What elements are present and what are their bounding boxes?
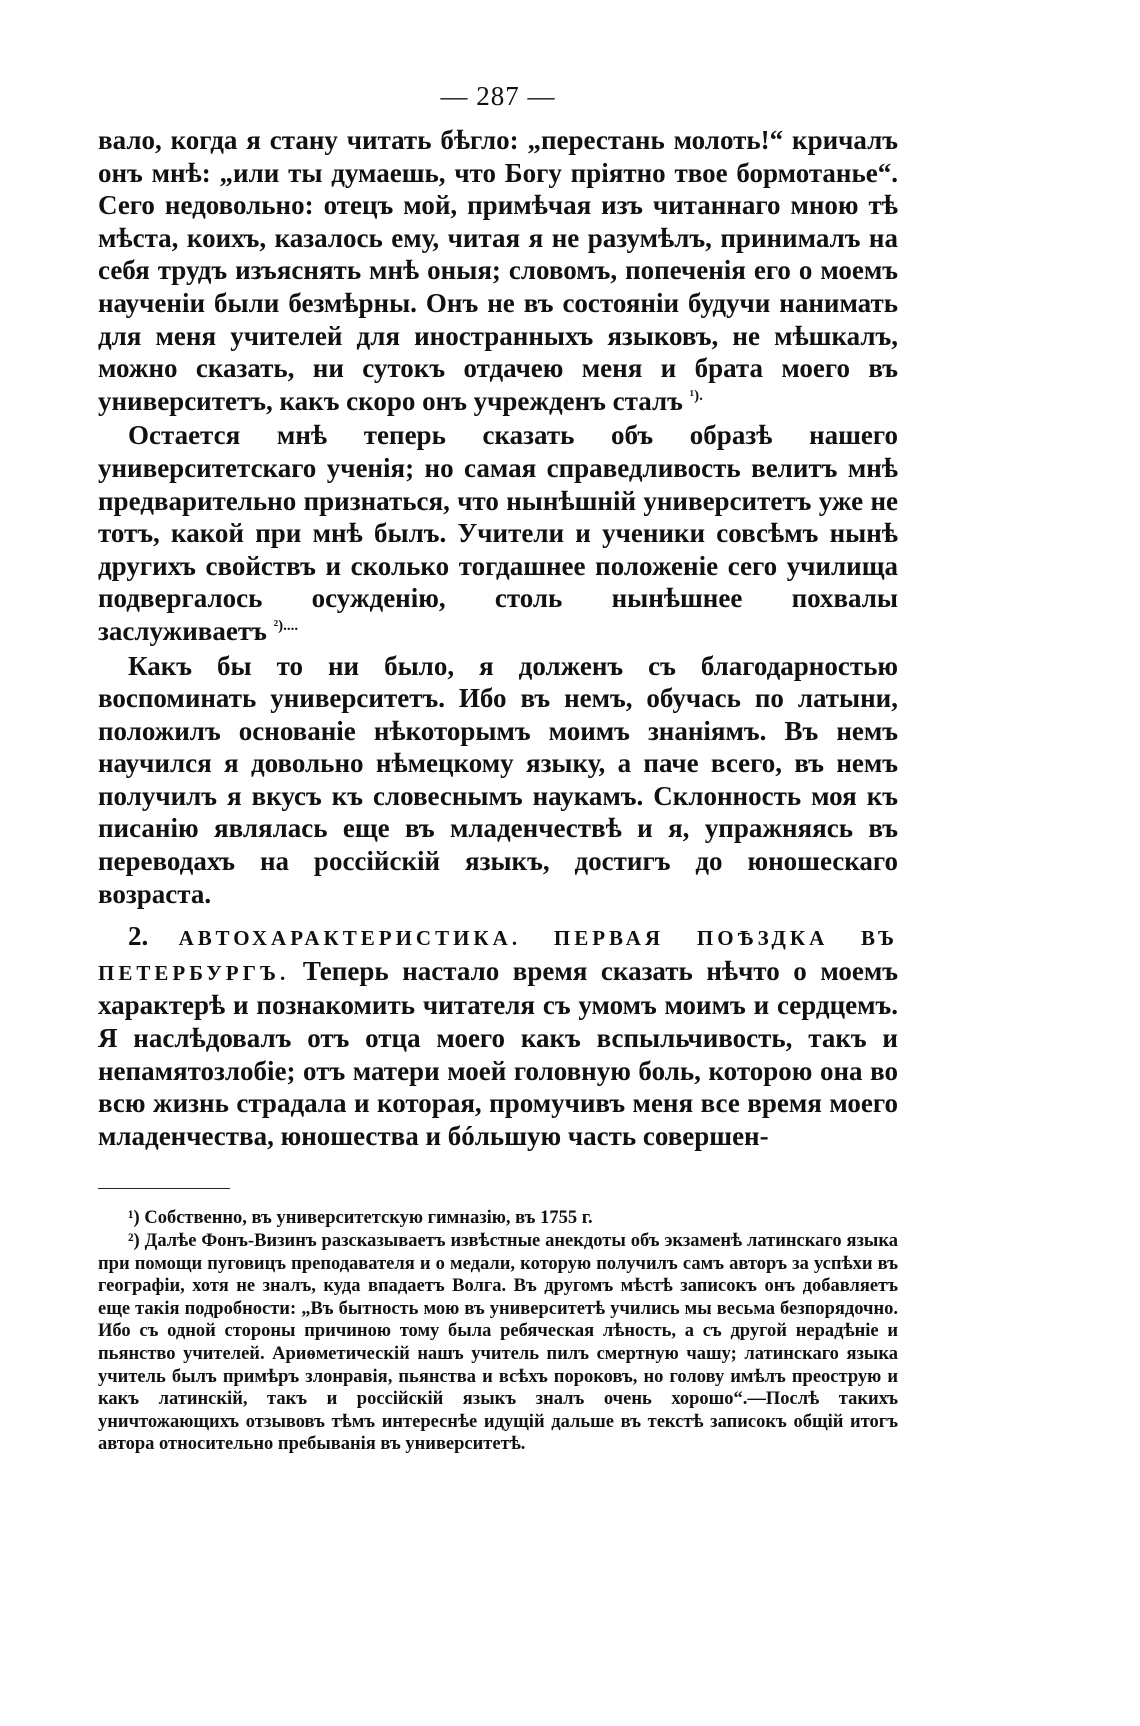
footnote-1-text: Собственно, въ университетскую гимназію, въ 1755 г. bbox=[144, 1208, 593, 1229]
section-heading: АВТОХАРАКТЕРИСТИКА. ПЕРВАЯ ПОѢЗДКА ВЪ ПЕТЕРБУРГЪ. bbox=[98, 926, 898, 985]
section-paragraph bbox=[98, 920, 898, 1152]
footnote-1 bbox=[98, 1207, 898, 1230]
page-number: — 287 — bbox=[440, 81, 556, 111]
footnote-divider bbox=[98, 1188, 230, 1189]
footnotes bbox=[98, 1207, 898, 1456]
footnote-2 bbox=[98, 1230, 898, 1456]
paragraph-2 bbox=[98, 419, 898, 647]
book-page bbox=[98, 76, 898, 1456]
section-text: Теперь настало время сказать нѣчто о моемъ характерѣ и познакомить читателя съ умомъ моимъ и сердцемъ. Я наслѣдовалъ отъ отца моего какъ вспыльчивость, такъ и непамятозлобіе; отъ матери моей головную боль, которою она во всю жизнь страдала и которая, промучивъ меня все время моего младенчества, юношества и бóльшую часть совершен- bbox=[98, 955, 899, 1151]
paragraph-2-text: Остается мнѣ теперь сказать объ образѣ нашего университетскаго ученія; но самая справедливость велитъ мнѣ предварительно признаться, что нынѣшній университетъ уже не тотъ, какой при мнѣ былъ. Учители и ученики совсѣмъ нынѣ другихъ свойствъ и сколько тогдашнее положеніе сего училища подвергалось осужденію, столь нынѣшнее похвалы заслуживаетъ bbox=[98, 420, 898, 646]
paragraph-3-text: Какъ бы то ни было, я долженъ съ благодарностью воспоминать университетъ. Ибо въ немъ, обучась по латыни, положилъ основаніе нѣкоторымъ моимъ знаніямъ. Въ немъ научился я довольно нѣмецкому языку, а паче всего, въ немъ получилъ я вкусъ къ словеснымъ наукамъ. Склонность моя къ писанію являлась еще въ младенчествѣ и я, упражняясь въ переводахъ на россійскій языкъ, достигъ до юношескаго возраста. bbox=[98, 650, 898, 909]
paragraph-3 bbox=[98, 650, 898, 911]
section-number: 2. bbox=[128, 921, 149, 952]
footnote-1-mark: ¹) bbox=[128, 1208, 140, 1229]
footnote-ref-1: ¹). bbox=[689, 387, 703, 404]
main-text bbox=[98, 124, 898, 1152]
footnote-ref-2: ²).... bbox=[273, 617, 299, 634]
footnote-2-mark: ²) bbox=[128, 1231, 140, 1251]
paragraph-1-text: вало, когда я стану читать бѣгло: „перестань молоть!“ кричалъ онъ мнѣ: „или ты думаешь, что Богу пріятно твое бормотанье“. Сего недовольно: отецъ мой, примѣчая изъ читаннаго мною тѣ мѣста, коихъ, казалось ему, читая я не разумѣлъ, принималъ на себя трудъ изъяснять мнѣ оныя; словомъ, попеченія его о моемъ наученіи были безмѣрны. Онъ не въ состояніи будучи нанимать для меня учителей для иностранныхъ языковъ, не мѣшкалъ, можно сказать, ни сутокъ отдачею меня и брата моего въ университетъ, какъ скоро онъ учрежденъ сталъ bbox=[98, 125, 898, 416]
footnote-2-text: Далѣе Фонъ-Визинъ разсказываетъ извѣстные анекдоты объ экзаменѣ латинскаго языка при помощи пуговицъ преподавателя и о медали, которую получилъ самъ авторъ за успѣхи въ географіи, хотя не зналъ, куда впадаетъ Волга. Въ другомъ мѣстѣ записокъ онъ добавляетъ еще такія подробности: „Въ бытность мою въ университетѣ учились мы весьма безпорядочно. Ибо съ одной стороны причиною тому была ребяческая лѣность, а съ другой нерадѣніе и пьянство учителей. Ариѳметическій нашъ учитель пилъ смертную чашу; латинскаго языка учитель былъ примѣръ злонравія, пьянства и всѣхъ пороковъ, но голову имѣлъ преострую и какъ латинскій, такъ и россійскій языкъ зналъ очень хорошо“.—Послѣ такихъ уничтожающихъ отзывовъ тѣмъ интереснѣе идущій дальше въ текстѣ записокъ общій итогъ автора относительно пребыванія въ университетѣ. bbox=[98, 1231, 899, 1455]
paragraph-1 bbox=[98, 124, 898, 417]
